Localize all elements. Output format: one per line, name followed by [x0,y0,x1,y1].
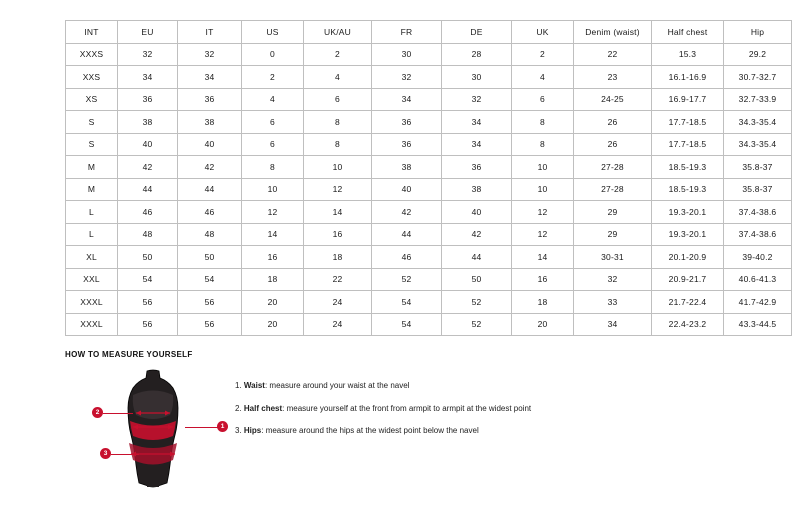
table-cell: 12 [242,201,304,224]
table-cell: 44 [442,246,512,269]
table-cell: 4 [242,88,304,111]
table-row [66,133,792,156]
table-cell: 37.4-38.6 [724,223,792,246]
table-cell: 8 [304,133,372,156]
table-row [66,201,792,224]
table-cell: 39-40.2 [724,246,792,269]
table-cell: 33 [574,291,652,314]
table-cell: 18 [512,291,574,314]
table-cell: 34 [118,66,178,89]
table-cell-size-label: XL [66,246,118,269]
table-cell: 42 [178,156,242,179]
measure-step-text: : measure yourself at the front from armpit to armpit at the widest point [282,403,532,413]
table-row [66,268,792,291]
table-cell: 30 [372,43,442,66]
table-cell: 14 [512,246,574,269]
table-cell: 40 [372,178,442,201]
measure-step-term: Waist [243,381,265,390]
callout-line-2 [103,413,133,414]
table-cell: 16 [512,268,574,291]
table-cell: 8 [304,111,372,134]
table-cell: 6 [242,111,304,134]
table-cell: 35.8-37 [724,178,792,201]
measure-step-number: 2. [235,403,242,413]
table-cell: 44 [118,178,178,201]
table-cell: 29.2 [724,43,792,66]
table-header-cell: Half chest [652,21,724,44]
table-cell-size-label: L [66,201,118,224]
table-cell: 8 [512,133,574,156]
size-chart-table [65,20,792,336]
table-cell: 46 [178,201,242,224]
table-cell: 34.3-35.4 [724,111,792,134]
table-cell: 54 [118,268,178,291]
table-cell-size-label: XXXS [66,43,118,66]
table-cell: 12 [512,201,574,224]
table-cell: 12 [512,223,574,246]
table-cell-size-label: XS [66,88,118,111]
table-cell: 22.4-23.2 [652,313,724,336]
table-cell: 20 [512,313,574,336]
table-header-cell: EU [118,21,178,44]
table-cell: 41.7-42.9 [724,291,792,314]
table-cell-size-label: M [66,178,118,201]
table-cell: 34 [442,111,512,134]
mannequin-illustration [117,369,189,494]
table-cell: 14 [242,223,304,246]
table-cell-size-label: M [66,156,118,179]
table-cell: 18.5-19.3 [652,156,724,179]
measure-step-number: 3. [235,426,242,436]
table-cell: 37.4-38.6 [724,201,792,224]
table-header-cell: US [242,21,304,44]
table-cell: 10 [512,178,574,201]
callout-badge-1: 1 [217,421,228,432]
table-cell-size-label: S [66,111,118,134]
table-cell: 38 [178,111,242,134]
table-cell: 34 [372,88,442,111]
table-cell-size-label: S [66,133,118,156]
table-cell-size-label: XXXL [66,313,118,336]
table-cell: 10 [512,156,574,179]
table-cell: 30.7-32.7 [724,66,792,89]
table-cell: 32 [372,66,442,89]
table-cell: 34 [442,133,512,156]
table-row [66,291,792,314]
table-cell: 20 [242,291,304,314]
table-cell: 36 [442,156,512,179]
table-cell: 38 [442,178,512,201]
table-row [66,313,792,336]
table-cell: 24-25 [574,88,652,111]
table-cell: 36 [178,88,242,111]
table-cell: 18.5-19.3 [652,178,724,201]
table-cell: 8 [242,156,304,179]
table-cell: 10 [242,178,304,201]
measure-step-text: : measure around your waist at the navel [264,381,410,390]
table-cell: 19.3-20.1 [652,201,724,224]
table-cell: 32 [178,43,242,66]
table-header-cell: UK/AU [304,21,372,44]
how-to-measure-title: HOW TO MEASURE YOURSELF [65,350,193,359]
table-cell: 52 [442,291,512,314]
table-cell: 6 [512,88,574,111]
table-cell: 35.8-37 [724,156,792,179]
table-cell: 44 [372,223,442,246]
mannequin-figure [65,369,235,494]
table-cell: 52 [442,313,512,336]
table-cell: 54 [178,268,242,291]
table-cell: 50 [442,268,512,291]
table-cell: 52 [372,268,442,291]
table-cell: 17.7-18.5 [652,111,724,134]
callout-badge-2: 2 [92,407,103,418]
table-cell: 20 [242,313,304,336]
table-cell: 56 [118,313,178,336]
table-cell: 34.3-35.4 [724,133,792,156]
table-cell: 29 [574,223,652,246]
table-cell: 17.7-18.5 [652,133,724,156]
table-cell: 16.1-16.9 [652,66,724,89]
table-header-row [66,21,792,44]
table-cell: 6 [304,88,372,111]
table-cell: 2 [512,43,574,66]
table-cell: 56 [118,291,178,314]
callout-line-1 [185,427,218,428]
size-chart-table-wrapper [65,20,777,336]
size-chart-body [66,43,792,336]
table-cell: 24 [304,313,372,336]
table-cell: 54 [372,291,442,314]
table-cell: 40 [442,201,512,224]
measure-step [235,426,531,436]
table-cell: 10 [304,156,372,179]
table-cell: 34 [178,66,242,89]
table-cell: 50 [178,246,242,269]
table-row [66,178,792,201]
table-row [66,156,792,179]
table-row [66,246,792,269]
table-cell: 40.6-41.3 [724,268,792,291]
callout-badge-3: 3 [100,448,111,459]
table-cell: 24 [304,291,372,314]
table-header-cell: DE [442,21,512,44]
measure-step [235,404,531,414]
table-header-cell: Denim (waist) [574,21,652,44]
table-cell: 4 [304,66,372,89]
table-cell: 27-28 [574,156,652,179]
table-cell: 56 [178,313,242,336]
table-cell: 18 [304,246,372,269]
table-cell: 19.3-20.1 [652,223,724,246]
table-cell: 15.3 [652,43,724,66]
table-cell: 26 [574,133,652,156]
table-cell: 46 [372,246,442,269]
table-cell: 40 [178,133,242,156]
table-cell: 56 [178,291,242,314]
table-cell: 6 [242,133,304,156]
table-cell: 38 [118,111,178,134]
callout-line-3 [111,454,139,455]
table-cell: 2 [242,66,304,89]
table-cell: 36 [118,88,178,111]
table-cell-size-label: XXL [66,268,118,291]
table-cell: 30 [442,66,512,89]
table-cell: 32.7-33.9 [724,88,792,111]
table-cell: 43.3-44.5 [724,313,792,336]
table-header-cell: FR [372,21,442,44]
measure-step [235,381,531,391]
table-cell: 30-31 [574,246,652,269]
measure-step-text: : measure around the hips at the widest point below the navel [261,426,479,436]
measure-steps-list [235,369,531,449]
table-cell: 42 [442,223,512,246]
table-cell: 42 [118,156,178,179]
table-cell: 18 [242,268,304,291]
table-header-cell: UK [512,21,574,44]
measure-step-term: Hips [243,426,262,436]
table-cell: 14 [304,201,372,224]
table-header-cell: INT [66,21,118,44]
table-row [66,223,792,246]
table-row [66,111,792,134]
table-cell: 36 [372,111,442,134]
table-header-cell: IT [178,21,242,44]
table-cell: 36 [372,133,442,156]
table-cell: 2 [304,43,372,66]
table-cell: 42 [372,201,442,224]
table-cell: 44 [178,178,242,201]
table-cell: 26 [574,111,652,134]
size-chart-header [66,21,792,44]
table-cell: 29 [574,201,652,224]
table-cell: 32 [118,43,178,66]
table-row [66,88,792,111]
table-row [66,43,792,66]
table-cell: 4 [512,66,574,89]
table-cell: 40 [118,133,178,156]
table-cell: 50 [118,246,178,269]
table-cell: 34 [574,313,652,336]
table-cell: 21.7-22.4 [652,291,724,314]
table-header-cell: Hip [724,21,792,44]
table-cell: 23 [574,66,652,89]
measure-step-term: Half chest [243,403,283,413]
table-cell-size-label: XXXL [66,291,118,314]
table-cell: 22 [574,43,652,66]
table-cell: 32 [442,88,512,111]
table-cell: 20.1-20.9 [652,246,724,269]
table-cell: 54 [372,313,442,336]
measure-step-number: 1. [235,381,242,390]
table-cell: 48 [118,223,178,246]
table-row [66,66,792,89]
table-cell-size-label: XXS [66,66,118,89]
table-cell: 16.9-17.7 [652,88,724,111]
table-cell: 16 [242,246,304,269]
how-to-measure-section [65,350,765,494]
table-cell: 16 [304,223,372,246]
how-to-measure-body [65,369,765,494]
table-cell: 46 [118,201,178,224]
table-cell-size-label: L [66,223,118,246]
table-cell: 12 [304,178,372,201]
table-cell: 22 [304,268,372,291]
table-cell: 38 [372,156,442,179]
table-cell: 32 [574,268,652,291]
table-cell: 20.9-21.7 [652,268,724,291]
table-cell: 48 [178,223,242,246]
table-cell: 28 [442,43,512,66]
table-cell: 27-28 [574,178,652,201]
table-cell: 0 [242,43,304,66]
table-cell: 8 [512,111,574,134]
